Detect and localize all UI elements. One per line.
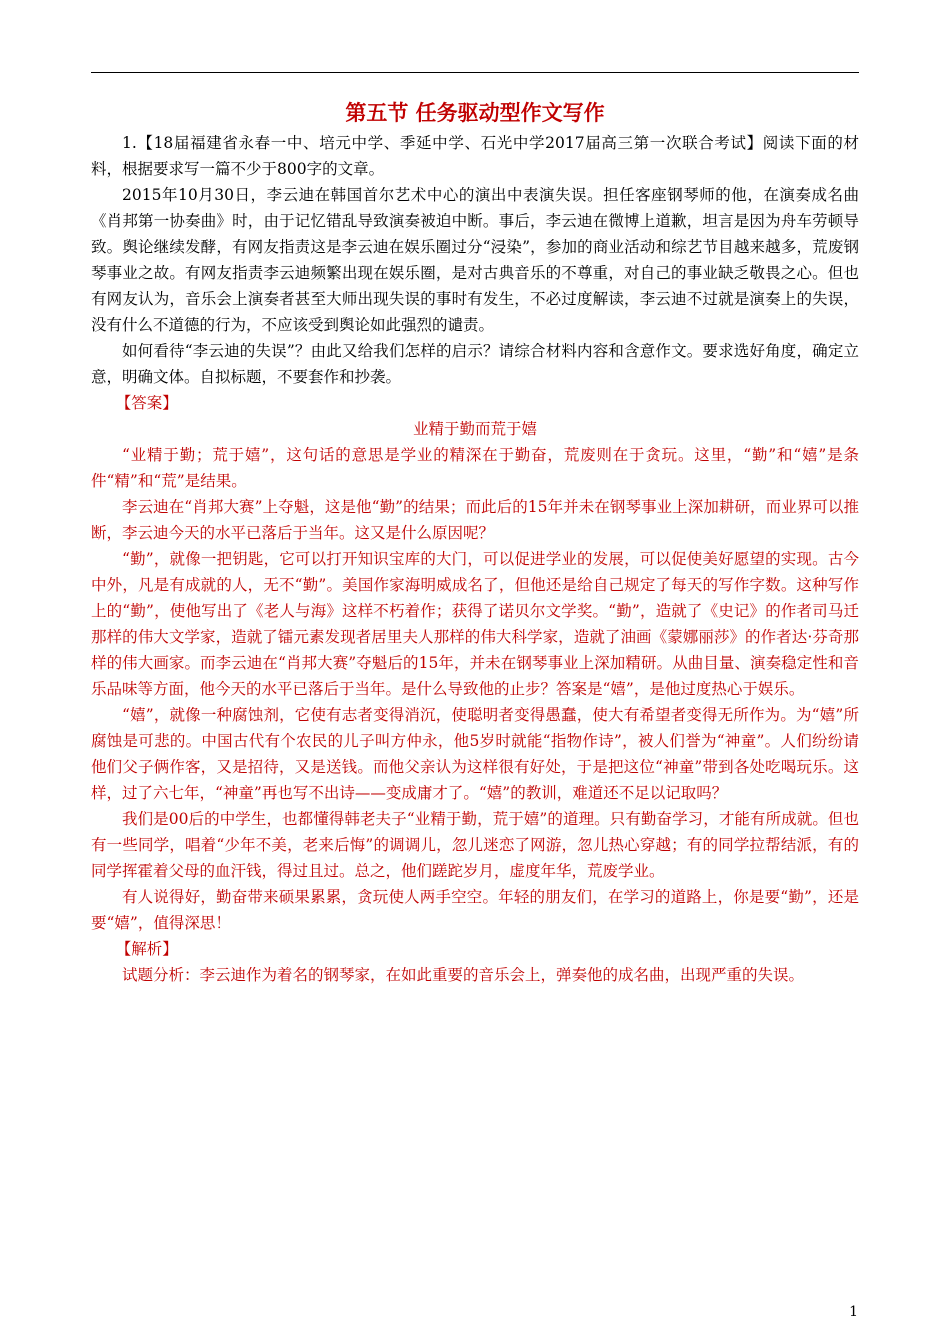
section-title: 第五节 任务驱动型作文写作 [345, 100, 605, 125]
essay-paragraph: 李云迪在“肖邦大赛”上夺魁，这是他“勤”的结果；而此后的15年并未在钢琴事业上深加耕研，而业界可以推断，李云迪今天的水平已落后于当年。这又是什么原因呢？ [91, 498, 859, 542]
document-body [91, 98, 859, 988]
header-rule [91, 72, 859, 73]
essay-paragraph: “业精于勤；荒于嬉”，这句话的意思是学业的精深在于勤奋，荒废则在于贪玩。这里，“勤”和“嬉”是条件“精”和“荒”是结果。 [91, 446, 859, 490]
essay-paragraph: 有人说得好，勤奋带来硕果累累，贪玩使人两手空空。年轻的朋友们，在学习的道路上，你是要“勤”，还是要“嬉”，值得深思！ [91, 888, 859, 932]
essay-paragraph: “勤”，就像一把钥匙，它可以打开知识宝库的大门，可以促进学业的发展，可以促使美好愿望的实现。古今中外，凡是有成就的人，无不“勤”。美国作家海明威成名了，但他还是给自己规定了每天的写作字数。这种写作上的“勤”，使他写出了《老人与海》这样不朽着作；获得了诺贝尔文学奖。“勤”，造就了《史记》的作者司马迁那样的伟大文学家，造就了镭元素发现者居里夫人那样的伟大科学家，造就了油画《蒙娜丽莎》的作者达·芬奇那样的伟大画家。而李云迪在“肖邦大赛”夺魁后的15年，并未在钢琴事业上深加精研。从曲目量、演奏稳定性和音乐品味等方面，他今天的水平已落后于当年。是什么导致他的止步？答案是“嬉”，是他过度热心于娱乐。 [91, 550, 859, 698]
answer-label: 【答案】 [115, 394, 178, 412]
question-prompt: 如何看待“李云迪的失误”？由此又给我们怎样的启示？请综合材料内容和含意作文。要求选好角度，确定立意，明确文体。自拟标题，不要套作和抄袭。 [91, 342, 859, 386]
essay-paragraph: “嬉”，就像一种腐蚀剂，它使有志者变得消沉，使聪明者变得愚蠢，使大有希望者变得无所作为。为“嬉”所腐蚀是可悲的。中国古代有个农民的儿子叫方仲永，他5岁时就能“指物作诗”，被人们誉为“神童”。人们纷纷请他们父子俩作客，又是招待，又是送钱。而他父亲认为这样很有好处，于是把这位“神童”带到各处吃喝玩乐。这样，过了六七年，“神童”再也写不出诗——变成庸才了。“嬉”的教训，难道还不足以记取吗？ [91, 706, 859, 802]
analysis-text: 试题分析：李云迪作为着名的钢琴家，在如此重要的音乐会上，弹奏他的成名曲，出现严重的失误。 [122, 966, 805, 984]
essay-paragraph: 我们是00后的中学生，也都懂得韩老夫子“业精于勤，荒于嬉”的道理。只有勤奋学习，才能有所成就。但也有一些同学，唱着“少年不美，老来后悔”的调调儿，忽儿迷恋了网游，忽儿热心穿越；有的同学拉帮结派，有的同学挥霍着父母的血汗钱，得过且过。总之，他们蹉跎岁月，虚度年华，荒废学业。 [91, 810, 859, 880]
page-number: 1 [849, 1304, 858, 1320]
analysis-label: 【解析】 [115, 940, 178, 958]
question-intro: 1.【18届福建省永春一中、培元中学、季延中学、石光中学2017届高三第一次联合考试】阅读下面的材料，根据要求写一篇不少于800字的文章。 [91, 134, 859, 178]
essay-title: 业精于勤而荒于嬉 [412, 420, 537, 438]
question-material: 2015年10月30日，李云迪在韩国首尔艺术中心的演出中表演失误。担任客座钢琴师的他，在演奏成名曲《肖邦第一协奏曲》时，由于记忆错乱导致演奏被迫中断。事后，李云迪在微博上道歉，坦言是因为舟车劳顿导致。舆论继续发酵，有网友指责这是李云迪在娱乐圈过分“浸染”，参加的商业活动和综艺节目越来越多，荒废钢琴事业之故。有网友指责李云迪频繁出现在娱乐圈，是对古典音乐的不尊重，对自己的事业缺乏敬畏之心。但也有网友认为，音乐会上演奏者甚至大师出现失误的事时有发生，不必过度解读，李云迪不过就是演奏上的失误，没有什么不道德的行为，不应该受到舆论如此强烈的谴责。 [91, 186, 859, 334]
